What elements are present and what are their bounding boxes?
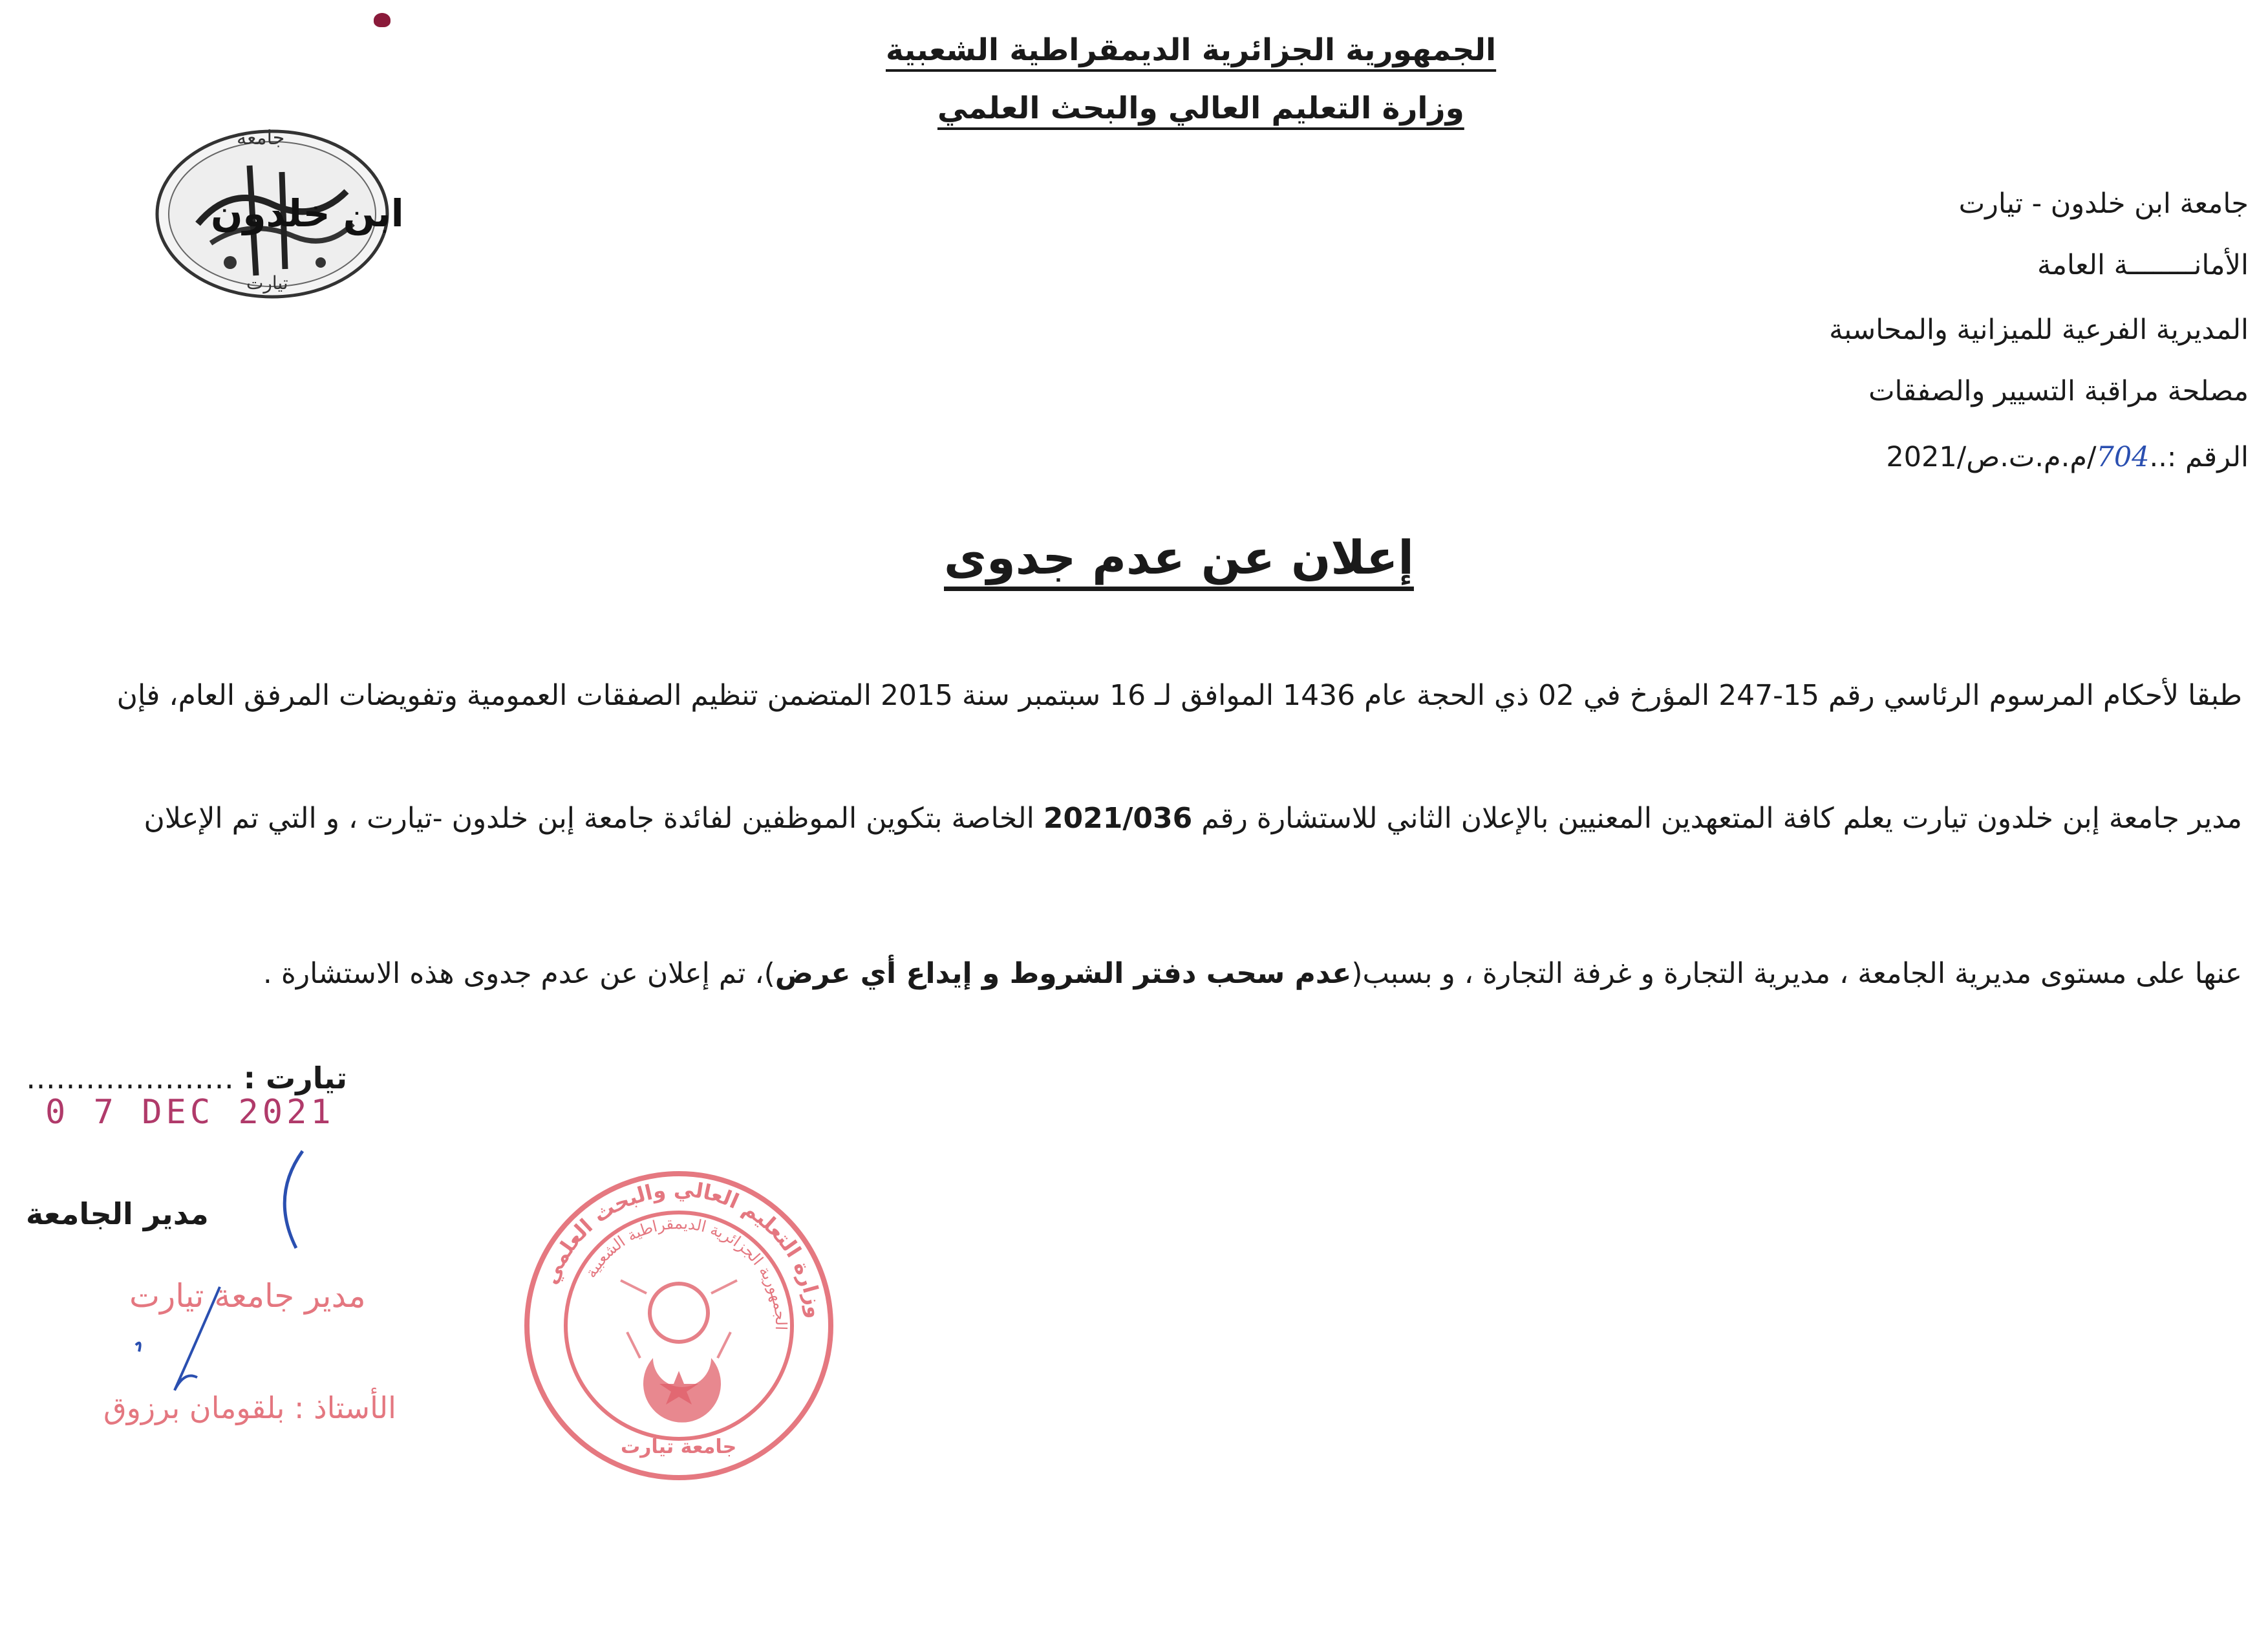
date-dots: ………………… [26,1061,234,1095]
country-header: الجمهورية الجزائرية الديمقراطية الشعبية [886,32,1497,68]
general-secretariat: الأمانــــــــة العامة [2037,249,2249,281]
logo-text-top: جامعة [237,127,285,149]
seal-inner-text: الجمهورية الجزائرية الديمقراطية الشعبية [581,1214,791,1331]
official-seal [517,1164,840,1487]
date-stamp: 0 7 DEC 2021 [45,1093,335,1132]
corner-ink-mark [374,13,390,27]
seal-outer-text: وزارة التعليم العالي والبحث العلمي [537,1176,828,1320]
handwritten-bracket-icon [264,1145,316,1255]
handwritten-signature-icon [123,1280,252,1410]
body-line-2-end: الخاصة بتكوين الموظفين لفائدة جامعة إبن خلدون -تيارت ، و التي تم الإعلان [144,802,1043,835]
signatory-stamp-name: الأستاذ : بلقومان برزوق [103,1390,396,1425]
reference-suffix: /م.م.ت.ص/2021 [1886,441,2097,473]
reference-label: الرقم :.. [2149,441,2249,473]
reference-handwritten-number: 704 [2096,441,2150,473]
body-line-1: طبقا لأحكام المرسوم الرئاسي رقم 15-247 المؤرخ في 02 ذي الحجة عام 1436 الموافق لـ 16 سبتمبر سنة 2015 المتضمن تنظيم الصفقات العمومية وتفويضات المرفق العام، فإن [116,679,2242,712]
consultation-number: 2021/036 [1043,802,1193,835]
logo-text-main: ابن خلدون [211,191,404,235]
infructuous-reason: عدم سحب دفتر الشروط و إيداع أي عرض [775,957,1352,990]
document-title: إعلان عن عدم جدوى [944,530,1414,585]
university-logo [153,127,404,301]
logo-text-bottom: تيارت [246,272,288,294]
date-line [26,1061,347,1095]
ministry-header: وزارة التعليم العالي والبحث العلمي [937,91,1464,126]
body-line-3-start: عنها على مستوى مديرية الجامعة ، مديرية التجارة و غرفة التجارة ، و بسبب( [1351,957,2242,990]
body-line-2-start: مدير جامعة إبن خلدون تيارت يعلم كافة المتعهدين المعنيين بالإعلان الثاني للاستشارة رقم [1192,802,2242,835]
date-label: تيارت : [243,1061,348,1095]
signatory-title: مدير الجامعة [26,1196,209,1231]
body-line-3-end: )، تم إعلان عن عدم جدوى هذه الاستشارة . [262,957,775,990]
university-name: جامعة ابن خلدون - تيارت [1958,188,2249,220]
body-line-2 [144,802,2243,835]
signatory-stamp-title: مدير جامعة تيارت [129,1277,366,1315]
control-service: مصلحة مراقبة التسيير والصفقات [1868,375,2249,407]
body-line-3 [263,957,2242,990]
budget-subdirectorate: المديرية الفرعية للميزانية والمحاسبة [1829,314,2249,346]
reference-number [1886,441,2249,473]
seal-bottom-text: جامعة تيارت [621,1436,737,1458]
